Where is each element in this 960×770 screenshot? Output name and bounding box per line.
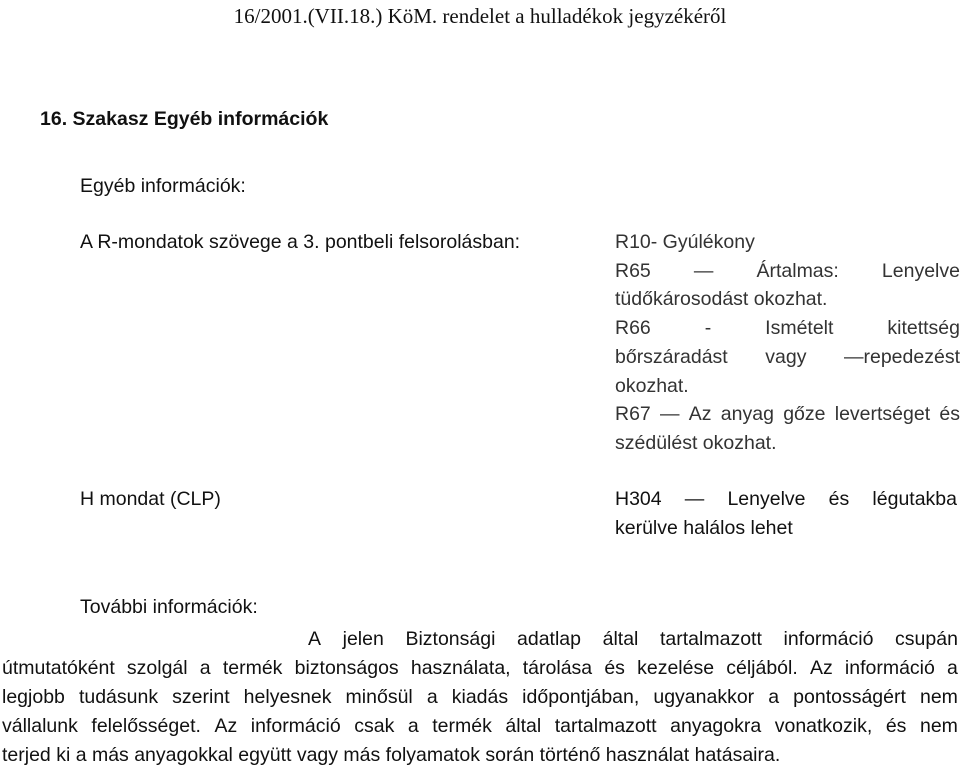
word: kezelése [637,657,715,679]
r-phrase-line: R10- Gyúlékony [615,231,755,253]
word: időpontjában, [522,686,640,708]
word: a [407,715,419,737]
word: kitettség [887,317,960,340]
r-phrases-label: A R-mondatok szövege a 3. pontbeli felsorolásban: [80,231,521,253]
word: Az [214,715,238,737]
word: — [684,488,705,510]
word: R66 [615,317,651,340]
section-title: 16. Szakasz Egyéb információk [40,108,329,130]
word: tartalmazott [660,628,762,650]
word: a [199,657,211,679]
word: Az [809,657,833,679]
word: adatlap [517,628,581,650]
word: jelen [342,628,384,650]
page-header: 16/2001.(VII.18.) KöM. rendelet a hulladékok jegyzékéről [233,4,727,28]
r-phrase-line: okozhat. [615,374,689,397]
r-phrases-list [615,228,960,458]
h-phrase-text [615,485,957,543]
word: és [604,657,625,679]
r-phrase-line [615,343,960,372]
word: használata, [410,657,511,679]
word: termék [432,715,492,737]
word: által [505,715,542,737]
h-phrase-line [615,485,957,514]
word: felelősséget. [91,715,201,737]
other-info-label: Egyéb információk: [80,175,246,197]
word: Ártalmas: [756,259,839,282]
word: a [947,657,958,679]
word: és [939,403,960,426]
word: a [426,686,438,708]
word: - [704,317,712,340]
word: csupán [895,628,958,650]
r-phrase-line [615,400,960,429]
word: és [885,715,907,737]
word: légutakba [872,488,957,510]
word: levertséget [834,403,931,426]
word: gőze [783,403,826,426]
word: információ [250,715,341,737]
word: R65 [615,259,651,282]
word: — [660,403,680,426]
further-info-label: További információk: [80,596,258,618]
word: információ [783,628,874,650]
word: pontosságért [793,686,906,708]
paragraph-line [2,683,958,712]
word: útmutatóként [2,657,115,679]
h-phrase-line: kerülve halálos lehet [615,517,793,539]
word: tudásunk [78,686,159,708]
paragraph-line [2,654,958,683]
word: vonatkozik, [774,715,873,737]
word: helyesnek [243,686,332,708]
word: termék [222,657,283,679]
word: bőrszáradást [615,345,728,368]
word: —repedezést [844,345,960,368]
word: A [308,628,322,650]
word: ugyanakkor [653,686,755,708]
word: tartalmazott [554,715,657,737]
word: H304 [615,488,662,510]
r-phrase-line [615,257,960,286]
word: a [768,686,780,708]
r-phrase-line: tüdőkárosodást okozhat. [615,288,828,311]
paragraph-line: terjed ki a más anyagokkal együtt vagy más folyamatok során történő használat hatásaira. [2,744,781,766]
further-info-paragraph [2,625,958,770]
word: nem [919,715,958,737]
word: által [602,628,639,650]
word: — [693,259,714,282]
word: Biztonsági [405,628,496,650]
word: tárolása [522,657,593,679]
word: legjobb [2,686,65,708]
r-phrase-line: szédülést okozhat. [615,431,777,454]
word: Lenyelve [727,488,806,510]
paragraph-line [2,712,958,741]
h-phrase-label: H mondat (CLP) [80,488,221,510]
word: anyagokra [670,715,762,737]
word: biztonságos [294,657,399,679]
word: céljából. [726,657,798,679]
word: Lenyelve [881,259,960,282]
word: R67 [615,403,651,426]
word: szerint [172,686,230,708]
word: csak [354,715,395,737]
paragraph-line [2,625,958,654]
word: anyag [720,403,774,426]
word: minősül [345,686,413,708]
word: nem [919,686,958,708]
r-phrase-line [615,314,960,343]
word: kiadás [451,686,509,708]
word: szolgál [126,657,188,679]
word: vállalunk [2,715,78,737]
word: információ [844,657,935,679]
word: Az [688,403,712,426]
word: Ismételt [765,317,834,340]
word: és [828,488,850,510]
word: vagy [765,345,807,368]
